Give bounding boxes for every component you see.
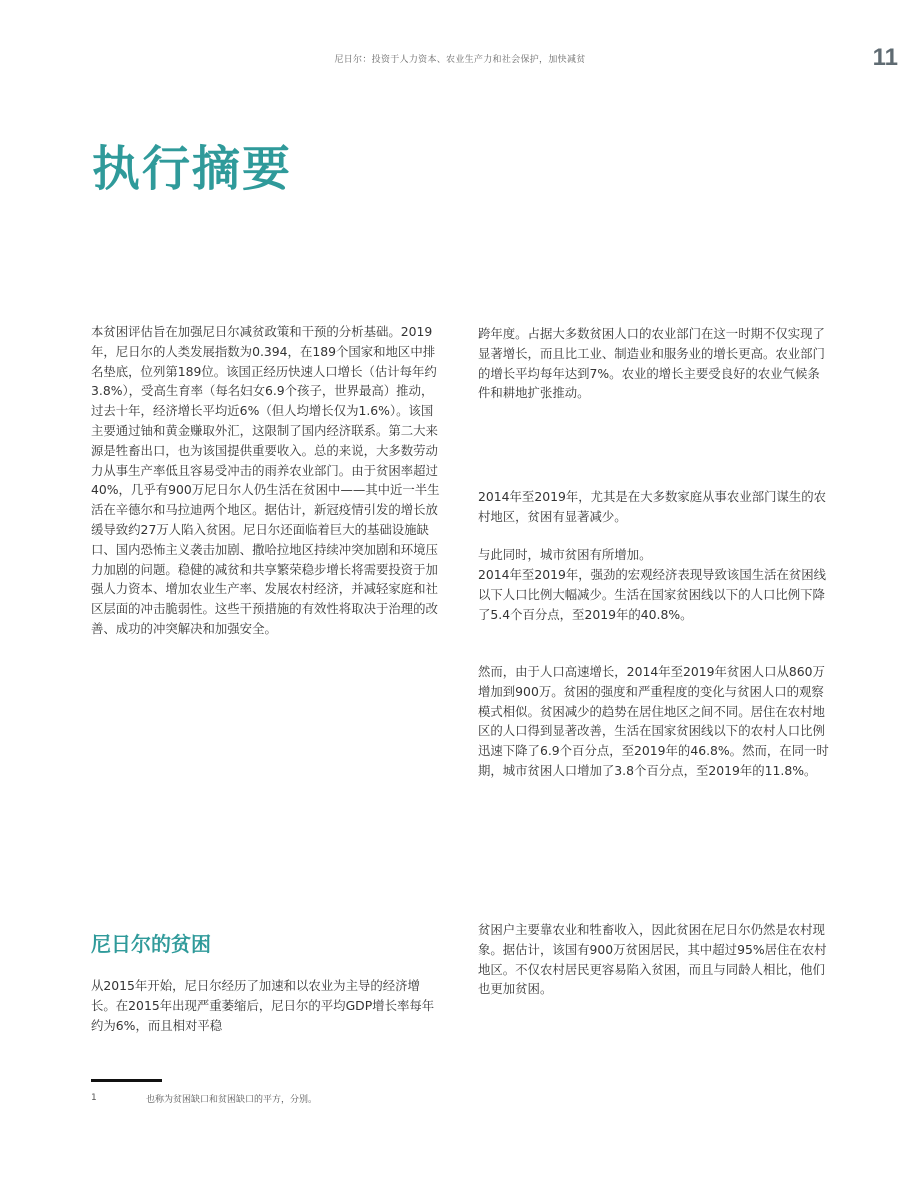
urban-poverty-line: 与此同时，城市贫困有所增加。 bbox=[478, 547, 652, 562]
rural-poverty-paragraph: 2014年至2019年，尤其是在大多数家庭从事农业部门谋生的农村地区，贫困有显著减少。 bbox=[478, 489, 827, 524]
population-growth-paragraph: 然而，由于人口高速增长，2014年至2019年贫困人口从860万增加到900万。贫困的强度和严重程度的变化与贫困人口的观察模式相似。贫困减少的趋势在居住地区之间不同。居住在农村地区的人口得到显著改善，生活在国家贫困线以下的农村人口比例迅速下降了6.9个百分点，至2019年的46.8%。然而，在同一时期，城市贫困人口增加了3.8个百分点，至2019年的11.8%。 bbox=[478, 664, 829, 778]
intro-paragraph: 本贫困评估旨在加强尼日尔减贫政策和干预的分析基础。2019年，尼日尔的人类发展指数为0.394，在189个国家和地区中排名垫底，位列第189位。该国正经历快速人口增长（估计每年约3.8%），受高生育率（每名妇女6.9个孩子，世界最高）推动，过去十年，经济增长平均近6%（但人均增长仅为1.6%）。该国主要通过铀和黄金赚取外汇，这限制了国内经济联系。第二大来源是牲畜出口，也为该国提供重要收入。总的来说，大多数劳动力从事生产率低且容易受冲击的雨养农业部门。由于贫困率超过40%，几乎有900万尼日尔人仍生活在贫困中——其中近一半生活在辛德尔和马拉迪两个地区。据估计，新冠疫情引发的增长放缓导致约27万人陷入贫困。尼日尔还面临着巨大的基础设施缺口、国内恐怖主义袭击加剧、撒哈拉地区持续冲突加剧和环境压力加剧的问题。稳健的减贫和共享繁荣稳步增长将需要投资于加强人力资本、增加农业生产率、发展农村经济，并减轻家庭和社区层面的冲击脆弱性。这些干预措施的有效性将取决于治理的改善、成功的冲突解决和加强安全。 bbox=[91, 324, 440, 636]
running-header: 尼日尔：投资于人力资本、农业生产力和社会保护，加快减贫 bbox=[334, 55, 586, 65]
section-heading-poverty: 尼日尔的贫困 bbox=[91, 932, 211, 956]
agriculture-growth-paragraph: 跨年度。占据大多数贫困人口的农业部门在这一时期不仅实现了显著增长，而且比工业、制造业和服务业的增长更高。农业部门的增长平均每年达到7%。农业的增长主要受良好的农业气候条件和耕地扩张推动。 bbox=[478, 326, 825, 401]
footnote-marker: 1 bbox=[91, 1093, 97, 1103]
page-title: 执行摘要 bbox=[92, 141, 293, 197]
page-number: 11 bbox=[872, 44, 898, 71]
footnote-divider bbox=[91, 1079, 162, 1082]
rural-phenomenon-paragraph: 贫困户主要靠农业和牲畜收入，因此贫困在尼日尔仍然是农村现象。据估计，该国有900万贫困居民，其中超过95%居住在农村地区。不仅农村居民更容易陷入贫困，而且与同龄人相比，他们也更加贫困。 bbox=[478, 922, 827, 997]
poverty-intro-paragraph: 从2015年开始，尼日尔经历了加速和以农业为主导的经济增长。在2015年出现严重萎缩后，尼日尔的平均GDP增长率每年约为6%，而且相对平稳 bbox=[91, 978, 435, 1033]
footnote-text: 也称为贫困缺口和贫困缺口的平方，分别。 bbox=[146, 1095, 318, 1105]
poverty-line-paragraph: 2014年至2019年，强劲的宏观经济表现导致该国生活在贫困线以下人口比例大幅减少。生活在国家贫困线以下的人口比例下降了5.4个百分点，至2019年的40.8%。 bbox=[478, 567, 827, 622]
